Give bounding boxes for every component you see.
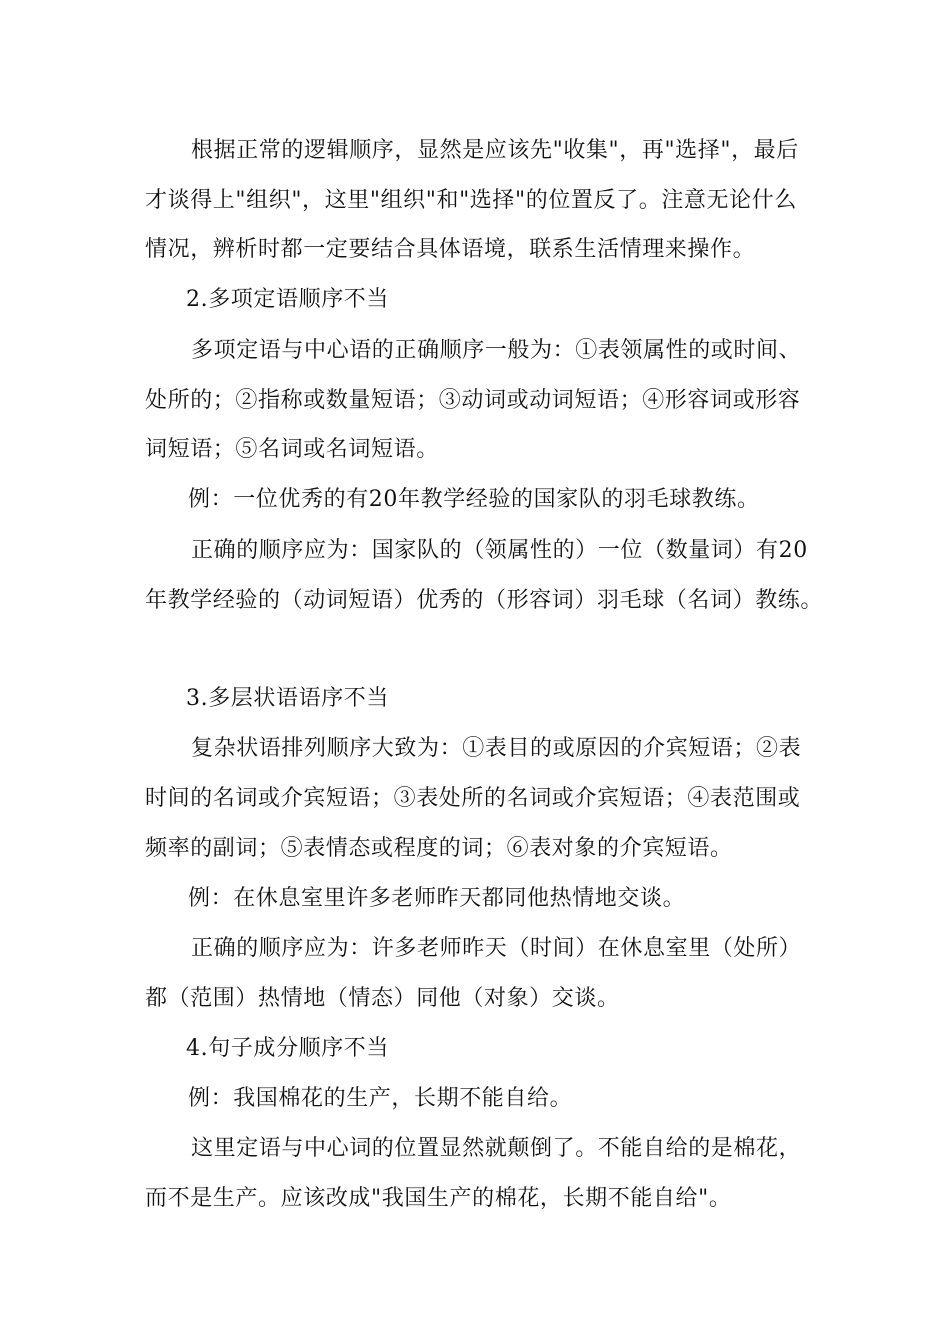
paragraph-line: 正确的顺序应为：许多老师昨天（时间）在休息室里（处所） xyxy=(191,936,802,961)
paragraph-line: 年教学经验的（动词短语）优秀的（形容词）羽毛球（名词）教练。 xyxy=(145,588,824,613)
example-line: 例：在休息室里许多老师昨天都同他热情地交谈。 xyxy=(188,886,686,911)
paragraph-line: 多项定语与中心语的正确顺序一般为：①表领属性的或时间、 xyxy=(191,338,802,363)
paragraph-line: 频率的副词；⑤表情态或程度的词；⑥表对象的介宾短语。 xyxy=(145,836,733,861)
paragraph-line: 这里定语与中心词的位置显然就颠倒了。不能自给的是棉花， xyxy=(191,1136,802,1161)
paragraph-line: 复杂状语排列顺序大致为：①表目的或原因的介宾短语；②表 xyxy=(191,736,802,761)
paragraph-line: 根据正常的逻辑顺序，显然是应该先"收集"，再"选择"，最后 xyxy=(191,138,799,163)
example-line: 例：一位优秀的有20年教学经验的国家队的羽毛球教练。 xyxy=(188,487,760,512)
paragraph-line: 时间的名词或介宾短语；③表处所的名词或介宾短语；④表范围或 xyxy=(145,786,801,811)
paragraph-line: 情况，辨析时都一定要结合具体语境，联系生活情理来操作。 xyxy=(145,237,756,262)
paragraph-line: 正确的顺序应为：国家队的（领属性的）一位（数量词）有20 xyxy=(191,538,808,563)
paragraph-line: 而不是生产。应该改成"我国生产的棉花，长期不能自给"。 xyxy=(145,1186,732,1211)
paragraph-line: 词短语；⑤名词或名词短语。 xyxy=(145,437,439,462)
section-heading: 3.多层状语语序不当 xyxy=(186,686,389,711)
section-heading: 4.句子成分顺序不当 xyxy=(186,1036,389,1061)
section-heading: 2.多项定语顺序不当 xyxy=(186,287,389,312)
example-line: 例：我国棉花的生产，长期不能自给。 xyxy=(188,1086,573,1111)
paragraph-line: 才谈得上"组织"，这里"组织"和"选择"的位置反了。注意无论什么 xyxy=(145,188,797,213)
paragraph-line: 处所的；②指称或数量短语；③动词或动词短语；④形容词或形容 xyxy=(145,388,801,413)
paragraph-line: 都（范围）热情地（情态）同他（对象）交谈。 xyxy=(145,986,620,1011)
